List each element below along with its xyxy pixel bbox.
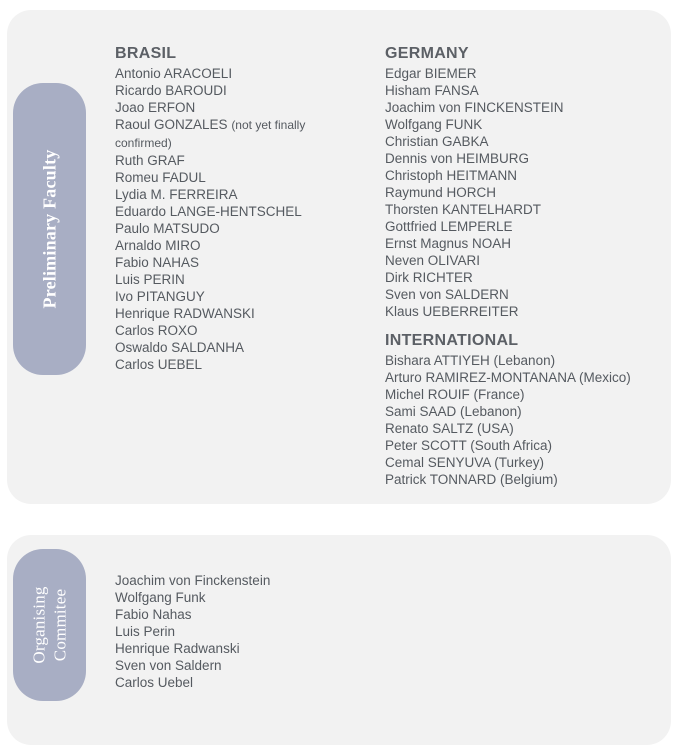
committee-member: Carlos Uebel <box>115 675 194 690</box>
confirmation-note: (not yet finally confirmed) <box>115 118 306 150</box>
faculty-name: Carlos UEBEL <box>115 357 203 372</box>
faculty-name: Thorsten KANTELHARDT <box>385 202 542 217</box>
preliminary-faculty-label: Preliminary Faculty <box>39 149 60 309</box>
faculty-name: Patrick TONNARD (Belgium) <box>385 472 558 487</box>
faculty-name: Raoul GONZALES <box>115 117 228 132</box>
committee-member: Sven von Saldern <box>115 658 222 673</box>
germany-column <box>385 45 665 488</box>
faculty-name: Edgar BIEMER <box>385 66 477 81</box>
faculty-name: Bishara ATTIYEH (Lebanon) <box>385 353 556 368</box>
faculty-name: Peter SCOTT (South Africa) <box>385 438 553 453</box>
organising-committee-label <box>29 586 71 663</box>
committee-member: Wolfgang Funk <box>115 590 206 605</box>
faculty-name: Carlos ROXO <box>115 323 198 338</box>
faculty-name: Oswaldo SALDANHA <box>115 340 245 355</box>
faculty-name: Renato SALTZ (USA) <box>385 421 514 436</box>
faculty-name: Ricardo BAROUDI <box>115 83 227 98</box>
organising-committee-panel <box>7 535 671 745</box>
faculty-name: Michel ROUIF (France) <box>385 387 525 402</box>
faculty-name: Dirk RICHTER <box>385 270 473 285</box>
faculty-name: Lydia M. FERREIRA <box>115 187 238 202</box>
faculty-name: Sami SAAD (Lebanon) <box>385 404 522 419</box>
committee-label-line2: Commitee <box>50 588 70 662</box>
faculty-name: Hisham FANSA <box>385 83 479 98</box>
faculty-name: Ernst Magnus NOAH <box>385 236 512 251</box>
committee-member-list <box>115 572 270 691</box>
faculty-name: Luis PERIN <box>115 272 185 287</box>
germany-heading: GERMANY <box>385 45 469 62</box>
faculty-name: Ruth GRAF <box>115 153 185 168</box>
faculty-name: Joao ERFON <box>115 100 196 115</box>
faculty-name: Klaus UEBERREITER <box>385 304 519 319</box>
brasil-column <box>115 45 365 373</box>
faculty-name: Neven OLIVARI <box>385 253 481 268</box>
faculty-name: Raymund HORCH <box>385 185 497 200</box>
faculty-name: Arturo RAMIREZ-MONTANANA (Mexico) <box>385 370 631 385</box>
faculty-name: Wolfgang FUNK <box>385 117 483 132</box>
faculty-name: Christoph HEITMANN <box>385 168 518 183</box>
faculty-name: Romeu FADUL <box>115 170 206 185</box>
faculty-name-with-note <box>115 116 345 152</box>
faculty-name: Henrique RADWANSKI <box>115 306 255 321</box>
faculty-name: Fabio NAHAS <box>115 255 200 270</box>
brasil-heading: BRASIL <box>115 45 177 62</box>
committee-member: Henrique Radwanski <box>115 641 240 656</box>
faculty-name: Sven von SALDERN <box>385 287 509 302</box>
international-heading: INTERNATIONAL <box>385 332 519 349</box>
international-block <box>385 332 665 488</box>
preliminary-faculty-panel <box>7 10 671 504</box>
committee-member: Joachim von Finckenstein <box>115 573 271 588</box>
faculty-name: Ivo PITANGUY <box>115 289 205 304</box>
committee-member: Fabio Nahas <box>115 607 192 622</box>
faculty-name: Gottfried LEMPERLE <box>385 219 513 234</box>
faculty-name: Dennis von HEIMBURG <box>385 151 530 166</box>
faculty-name: Joachim von FINCKENSTEIN <box>385 100 564 115</box>
faculty-name: Eduardo LANGE-HENTSCHEL <box>115 204 302 219</box>
faculty-name: Cemal SENYUVA (Turkey) <box>385 455 545 470</box>
committee-member: Luis Perin <box>115 624 176 639</box>
faculty-name: Christian GABKA <box>385 134 489 149</box>
faculty-name: Arnaldo MIRO <box>115 238 201 253</box>
faculty-name: Antonio ARACOELI <box>115 66 233 81</box>
preliminary-faculty-label-pill <box>13 83 86 375</box>
committee-label-line1: Organising <box>29 586 49 664</box>
organising-committee-label-pill <box>13 549 86 701</box>
faculty-name: Paulo MATSUDO <box>115 221 220 236</box>
